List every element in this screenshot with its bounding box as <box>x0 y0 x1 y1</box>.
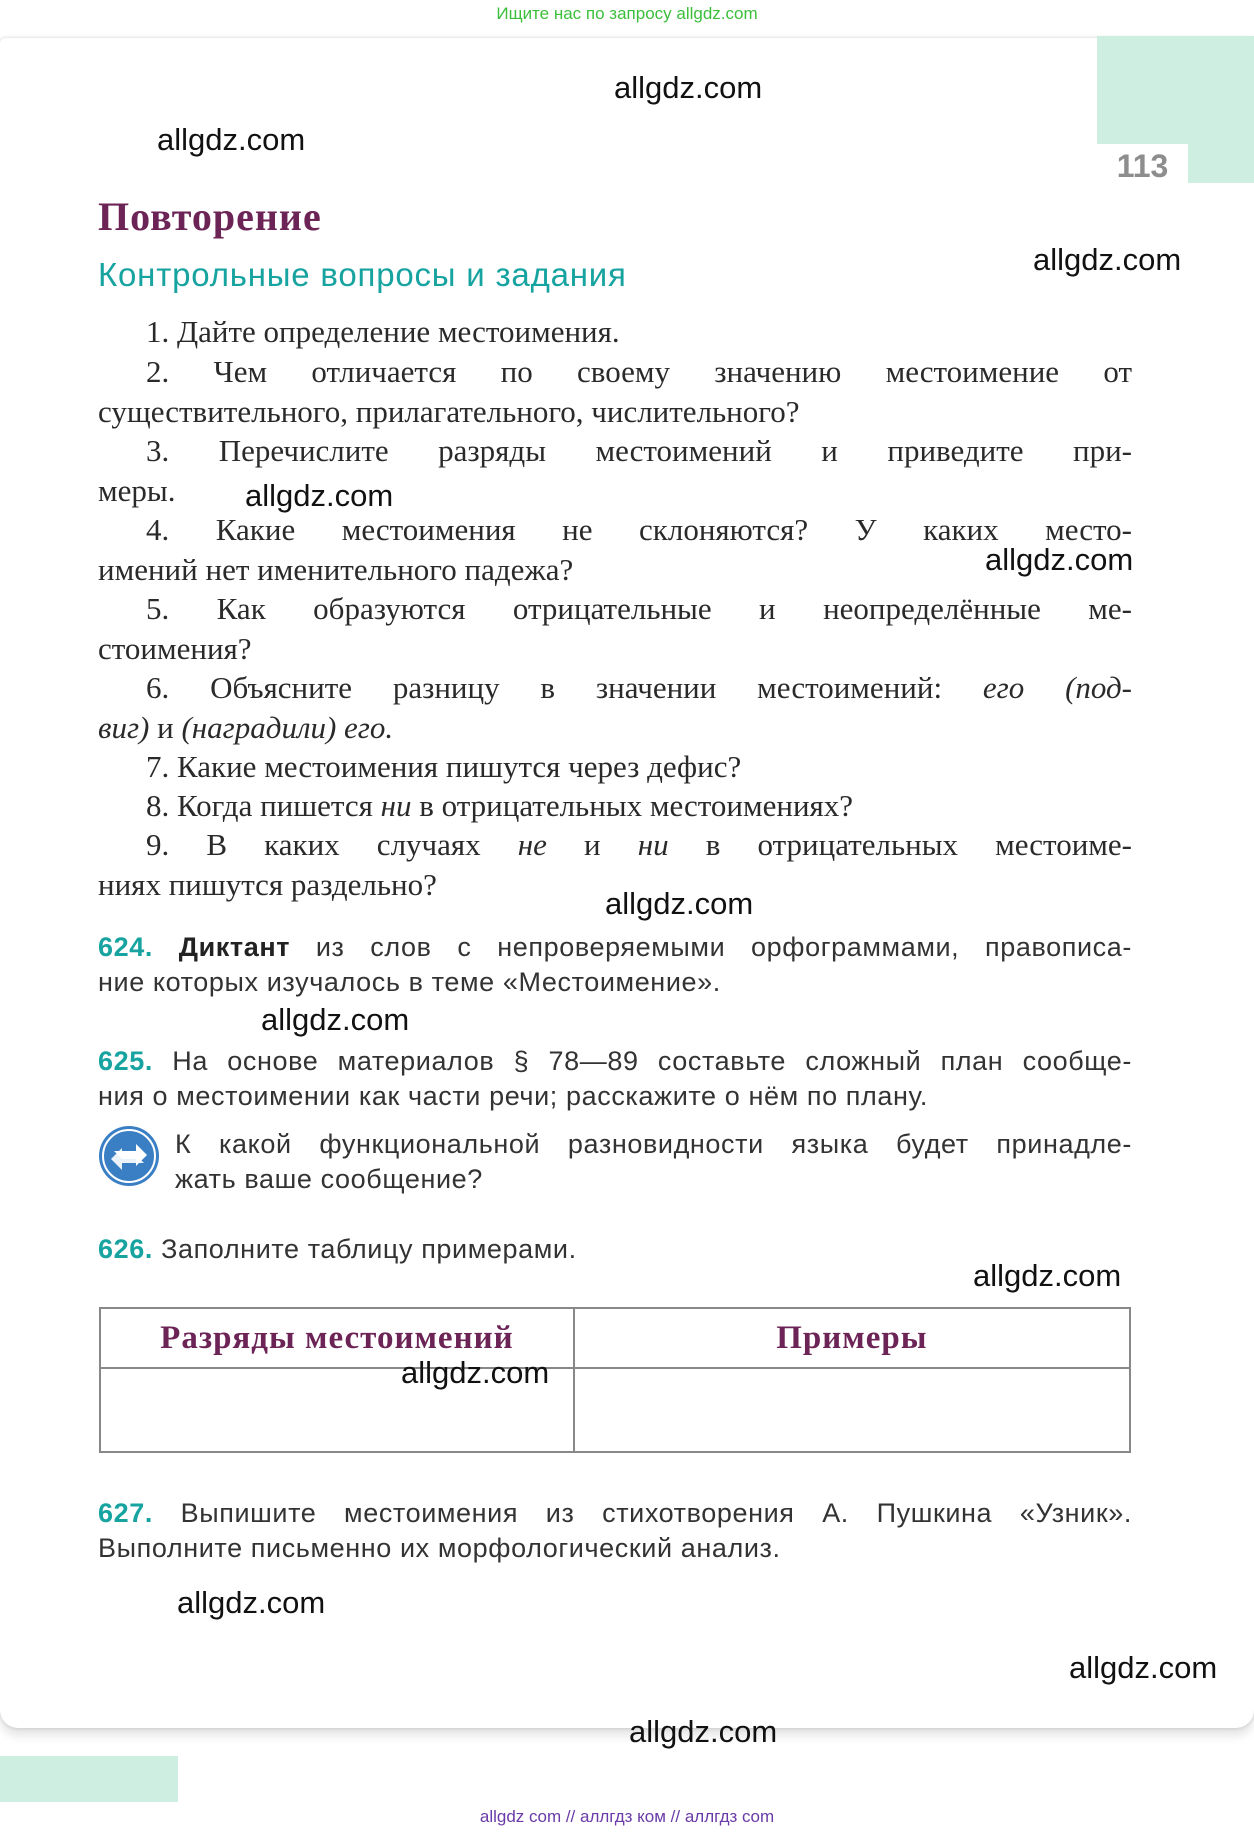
watermark: allgdz.com <box>261 1002 410 1037</box>
question-2-line-1: 2. Чем отличается по своему значению местоимение от <box>146 354 1132 389</box>
question-3-line-2: меры. <box>98 472 176 508</box>
question-8 <box>98 786 1132 826</box>
watermark: allgdz.com <box>157 122 306 157</box>
watermark: allgdz.com <box>1069 1650 1218 1685</box>
exercise-624-line-1: 624. Диктант из слов с непроверяемыми орфограммами, правописа- <box>98 932 1132 962</box>
exercise-625-line-1: 625. На основе материалов § 78—89 составьте сложный план сообще- <box>98 1046 1132 1076</box>
top-banner: Ищите нас по запросу allgdz.com <box>496 4 758 23</box>
question-5 <box>98 589 1132 668</box>
section-subheading: Контрольные вопросы и задания <box>98 256 627 293</box>
watermark: allgdz.com <box>605 886 754 921</box>
exercise-624 <box>98 930 1132 1000</box>
exercise-627 <box>98 1496 1132 1566</box>
watermark: allgdz.com <box>973 1258 1122 1293</box>
exercise-note <box>175 1127 1132 1197</box>
section-heading: Повторение <box>98 194 322 239</box>
watermark: allgdz.com <box>401 1355 550 1390</box>
question-6-line-1: 6. Объясните разницу в значении местоимений: его (под- <box>146 670 1133 705</box>
watermark: allgdz.com <box>1033 242 1182 277</box>
question-2 <box>98 352 1132 431</box>
question-9-line-2: ниях пишутся раздельно? <box>98 866 437 902</box>
watermark: allgdz.com <box>245 478 394 513</box>
watermark: allgdz.com <box>177 1585 326 1620</box>
question-8-text: 8. Когда пишется ни в отрицательных местоимениях? <box>146 788 854 823</box>
question-3-line-1: 3. Перечислите разряды местоимений и приведите при- <box>146 433 1132 468</box>
table-cell-examples[interactable] <box>574 1368 1130 1452</box>
pronoun-table <box>99 1307 1131 1453</box>
question-4-line-1: 4. Какие местоимения не склоняются? У каких место- <box>146 512 1132 547</box>
exercise-625 <box>98 1044 1132 1114</box>
question-5-line-2: стоимения? <box>98 630 252 666</box>
watermark: allgdz.com <box>614 70 763 105</box>
question-9-line-1: 9. В каких случаях не и ни в отрицательных местоиме- <box>146 827 1132 862</box>
exercise-626-text: 626. Заполните таблицу примерами. <box>98 1234 577 1264</box>
question-5-line-1: 5. Как образуются отрицательные и неопределённые ме- <box>146 591 1132 626</box>
question-1-text: 1. Дайте определение местоимения. <box>146 314 620 349</box>
table-header-examples: Примеры <box>574 1308 1130 1368</box>
footer-links: allgdz com // аллгдз ком // аллгдз com <box>479 1807 775 1826</box>
table-header-categories: Разряды местоимений <box>100 1308 574 1368</box>
exercise-627-line-1: 627. Выпишите местоимения из стихотворения А. Пушкина «Узник». <box>98 1498 1132 1528</box>
question-6-line-2: виг) и (наградили) его. <box>98 709 394 745</box>
question-6 <box>98 668 1132 747</box>
exercise-note-line-1: К какой функциональной разновидности языка будет принадле- <box>175 1129 1132 1159</box>
repeat-icon <box>98 1125 160 1187</box>
exercise-627-line-2: Выполните письменно их морфологический анализ. <box>98 1533 781 1563</box>
question-1 <box>98 312 1132 352</box>
next-page-corner-tab <box>0 1756 178 1802</box>
question-7-text: 7. Какие местоимения пишутся через дефис? <box>146 749 742 784</box>
watermark: allgdz.com <box>629 1714 778 1749</box>
exercise-note-line-2: жать ваше сообщение? <box>175 1164 483 1194</box>
question-4-line-2: имений нет именительного падежа? <box>98 551 574 587</box>
exercise-625-line-2: ния о местоимении как части речи; расскажите о нём по плану. <box>98 1081 929 1111</box>
exercise-624-line-2: ние которых изучалось в теме «Местоимение». <box>98 967 721 997</box>
question-2-line-2: существительного, прилагательного, числительного? <box>98 393 800 429</box>
watermark: allgdz.com <box>985 542 1134 577</box>
question-4 <box>98 510 1132 589</box>
question-7 <box>98 747 1132 787</box>
page-number: 113 <box>1116 148 1169 184</box>
